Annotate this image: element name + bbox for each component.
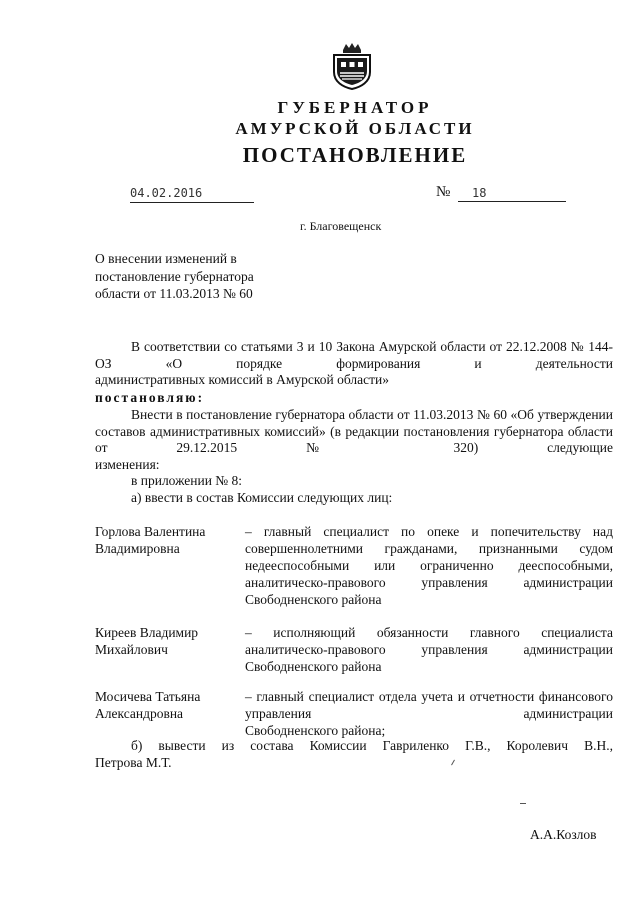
- appendix-line: в приложении № 8:: [131, 473, 243, 488]
- person-description-end: Свободненского района: [245, 659, 382, 674]
- person-description-end: Свободненского района: [245, 592, 382, 607]
- item-a-line: а) ввести в состав Комиссии следующих лиц:: [131, 490, 393, 505]
- person-description: [245, 523, 613, 608]
- title-governor: ГУБЕРНАТОР: [277, 98, 433, 117]
- amendment-text-end: изменения:: [95, 456, 160, 472]
- preamble-text-end: административных комиссий в Амурской области»: [95, 372, 390, 387]
- coat-of-arms-icon: [331, 40, 373, 90]
- person-description-end: Свободненского района;: [245, 723, 386, 738]
- item-b-paragraph: [95, 738, 613, 771]
- preamble-paragraph: [95, 339, 613, 389]
- item-b-text: б) вывести из состава Комиссии Гавриленко Г.В., Королевич В.Н.,: [131, 738, 613, 753]
- document-date: 04.02.2016: [130, 186, 254, 203]
- scan-speck: [520, 803, 526, 804]
- resolve-word: постановляю:: [95, 390, 205, 405]
- preamble-text: В соответствии со статьями 3 и 10 Закона Амурской области от 22.12.2008 № 144-ОЗ «О порядке формирования и деятельности: [95, 339, 613, 371]
- amendment-text: Внести в постановление губернатора области от 11.03.2013 № 60 «Об утверждении составов административных комиссий» (в редакции постановления губернатора области от 29.12.2015 № 320) следующие: [95, 407, 613, 455]
- document-number: 18: [458, 186, 566, 202]
- person-name: Мосичева Татьяна Александровна: [95, 689, 201, 721]
- item-b-text-end: Петрова М.Т.: [95, 754, 172, 770]
- signature-name: А.А.Козлов: [530, 827, 597, 842]
- person-description-text: – главный специалист отдела учета и отчетности финансового управления администрации: [245, 689, 613, 721]
- title-region: АМУРСКОЙ ОБЛАСТИ: [235, 119, 475, 138]
- person-name: Горлова Валентина Владимировна: [95, 524, 206, 556]
- document-subject: О внесении изменений в постановление губернатора области от 11.03.2013 № 60: [95, 251, 254, 301]
- person-description-text: – исполняющий обязанности главного специалиста аналитическо-правового управления администрации: [245, 625, 613, 657]
- person-description: [245, 624, 613, 675]
- city-name: г. Благовещенск: [300, 219, 382, 233]
- person-description-text: – главный специалист по опеке и попечительству над совершеннолетними гражданами, признанными судом недееспособными или ограниченно дееспособными, аналитическо-правового управления администрации: [245, 524, 613, 590]
- person-name: Киреев Владимир Михайлович: [95, 625, 199, 657]
- document-type: ПОСТАНОВЛЕНИЕ: [242, 143, 468, 167]
- number-sign: №: [436, 184, 451, 200]
- amendment-paragraph: [95, 407, 613, 473]
- person-description: [245, 688, 613, 739]
